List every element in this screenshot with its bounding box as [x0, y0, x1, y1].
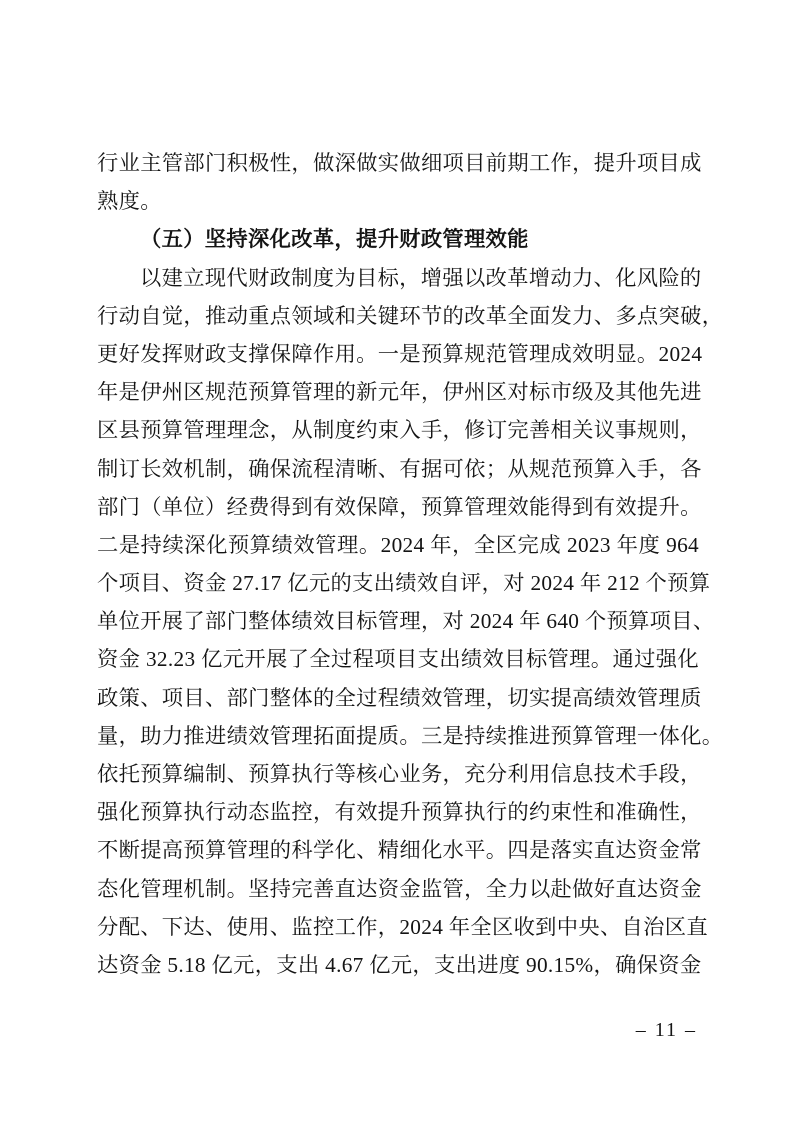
section-heading: （五）坚持深化改革，提升财政管理效能 [140, 227, 529, 252]
text-line: 二是持续深化预算绩效管理。2024 年，全区完成 2023 年度 964 [97, 532, 699, 557]
text-line: 熟度。 [97, 189, 162, 214]
text-block [97, 144, 724, 984]
page-number: – 11 – [635, 1019, 697, 1041]
text-line: 个项目、资金 27.17 亿元的支出绩效自评，对 2024 年 212 个预算 [97, 571, 711, 596]
text-line: 以建立现代财政制度为目标，增强以改革增动力、化风险的 [140, 265, 702, 290]
text-line: 态化管理机制。坚持完善直达资金监管，全力以赴做好直达资金 [97, 876, 702, 901]
text-line: 行业主管部门积极性，做深做实做细项目前期工作，提升项目成 [97, 151, 702, 175]
text-line: 单位开展了部门整体绩效目标管理，对 2024 年 640 个预算项目、 [97, 609, 715, 634]
text-line: 达资金 5.18 亿元，支出 4.67 亿元，支出进度 90.15%，确保资金 [97, 952, 702, 977]
text-line: 政策、项目、部门整体的全过程绩效管理，切实提高绩效管理质 [97, 685, 702, 710]
text-line: 更好发挥财政支撑保障作用。一是预算规范管理成效明显。2024 [97, 341, 703, 366]
text-line: 资金 32.23 亿元开展了全过程项目支出绩效目标管理。通过强化 [97, 647, 699, 672]
text-line: 量，助力推进绩效管理拓面提质。三是持续推进预算管理一体化。 [97, 723, 724, 748]
text-line: 行动自觉，推动重点领域和关键环节的改革全面发力、多点突破， [97, 303, 724, 328]
text-line: 制订长效机制，确保流程清晰、有据可依；从规范预算入手，各 [97, 456, 702, 481]
text-line: 分配、下达、使用、监控工作，2024 年全区收到中央、自治区直 [97, 914, 708, 939]
text-line: 强化预算执行动态监控，有效提升预算执行的约束性和准确性， [97, 800, 702, 825]
text-line: 区县预算管理理念，从制度约束入手，修订完善相关议事规则， [97, 418, 702, 443]
text-line: 依托预算编制、预算执行等核心业务，充分利用信息技术手段， [97, 762, 702, 786]
text-line: 不断提高预算管理的科学化、精细化水平。四是落实直达资金常 [97, 838, 702, 863]
text-line: 部门（单位）经费得到有效保障，预算管理效能得到有效提升。 [97, 494, 702, 519]
text-line: 年是伊州区规范预算管理的新元年，伊州区对标市级及其他先进 [97, 380, 702, 405]
